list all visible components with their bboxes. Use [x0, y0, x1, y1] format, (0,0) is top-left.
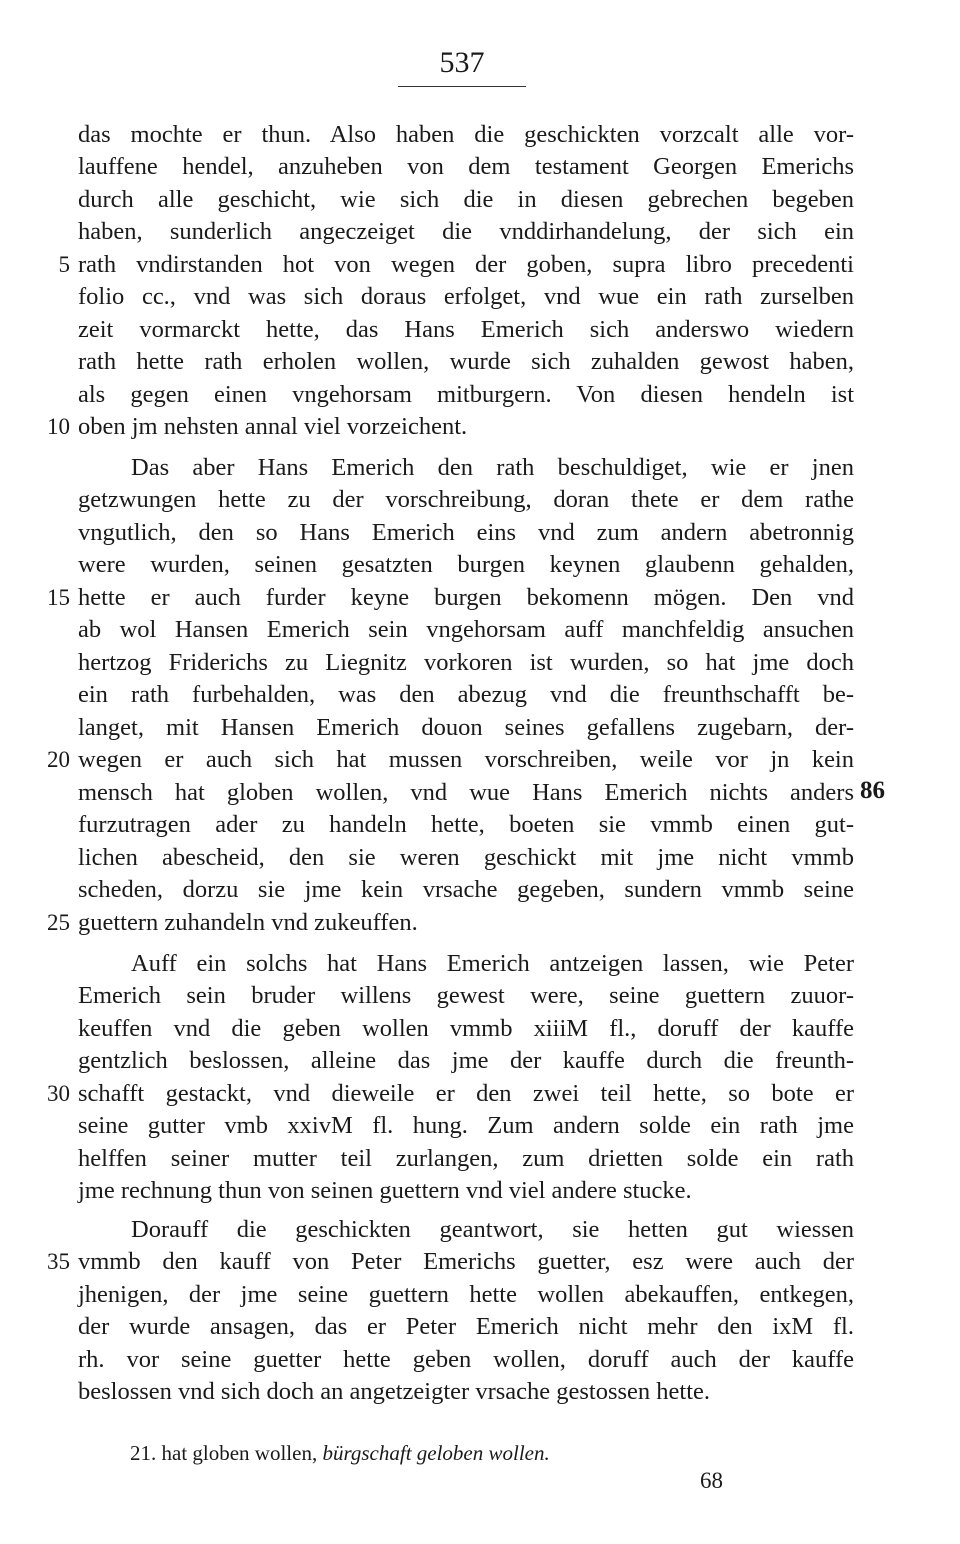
text-line: lauffene hendel, anzuheben von dem testament Georgen Emerichs — [78, 153, 854, 180]
text-line: were wurden, seinen gesatzten burgen keynen glaubenn gehalden, — [78, 551, 854, 578]
text-line: zeit vormarckt hette, das Hans Emerich sich anderswo wiedern — [78, 316, 854, 343]
text-line: mensch hat globen wollen, vnd wue Hans Emerich nichts anders — [78, 779, 854, 806]
signature-mark: 68 — [700, 1468, 723, 1493]
text-line: langet, mit Hansen Emerich douon seines gefallens zugebarn, der- — [78, 714, 854, 741]
text-line: folio cc., vnd was sich doraus erfolget, vnd wue ein rath zurselben — [78, 283, 854, 310]
text-line: vmmb den kauff von Peter Emerichs guetter, esz were auch der — [78, 1248, 854, 1275]
footnote-emendation: bürgschaft geloben wollen. — [322, 1441, 550, 1465]
text-line: ab wol Hansen Emerich sein vngehorsam auff manchfeldig ansuchen — [78, 616, 854, 643]
text-line: hertzog Friderichs zu Liegnitz vorkoren ist wurden, so hat jme doch — [78, 649, 854, 676]
footnote — [130, 1438, 550, 1468]
text-line: Auff ein solchs hat Hans Emerich antzeigen lassen, wie Peter — [131, 950, 854, 977]
text-line: wegen er auch sich hat mussen vorschreiben, weile vor jn kein — [78, 746, 854, 773]
text-line: scheden, dorzu sie jme kein vrsache gegeben, sundern vmmb seine — [78, 876, 854, 903]
text-line: oben jm nehsten annal viel vorzeichent. — [78, 413, 468, 440]
line-number: 10 — [47, 414, 70, 439]
text-line: schafft gestackt, vnd dieweile er den zwei teil hette, so bote er — [78, 1080, 854, 1107]
margin-page-reference: 86 — [860, 777, 885, 804]
text-line: rath hette rath erholen wollen, wurde sich zuhalden gewost haben, — [78, 348, 854, 375]
text-line: beslossen vnd sich doch an angetzeigter vrsache gestossen hette. — [78, 1378, 711, 1405]
text-line: gentzlich beslossen, alleine das jme der kauffe durch die freunth- — [78, 1047, 854, 1074]
text-line: Emerich sein bruder willens gewest were, seine guettern zuuor- — [78, 982, 854, 1009]
text-line: rath vndirstanden hot von wegen der goben, supra libro precedenti — [78, 251, 854, 278]
text-line: seine gutter vmb xxivM fl. hung. Zum andern solde ein rath jme — [78, 1112, 854, 1139]
text-line: lichen abescheid, den sie weren geschickt mit jme nicht vmmb — [78, 844, 854, 871]
line-number: 15 — [47, 585, 70, 610]
text-line: vngutlich, den so Hans Emerich eins vnd zum andern abetronnig — [78, 519, 854, 546]
text-line: ein rath furbehalden, was den abezug vnd die freunthschafft be- — [78, 681, 854, 708]
text-line: Das aber Hans Emerich den rath beschuldiget, wie er jnen — [131, 454, 854, 481]
text-line: helffen seiner mutter teil zurlangen, zum drietten solde ein rath — [78, 1145, 854, 1172]
line-number: 20 — [47, 747, 70, 772]
text-line: das mochte er thun. Also haben die geschickten vorzcalt alle vor- — [78, 121, 854, 148]
text-line: keuffen vnd die geben wollen vmmb xiiiM fl., doruff der kauffe — [78, 1015, 854, 1042]
text-line: jme rechnung thun von seinen guettern vnd viel andere stucke. — [78, 1177, 692, 1204]
page-number: 537 — [398, 46, 526, 87]
text-line: getzwungen hette zu der vorschreibung, doran thete er dem rathe — [78, 486, 854, 513]
text-line: als gegen einen vngehorsam mitburgern. Von diesen hendeln ist — [78, 381, 854, 408]
text-line: rh. vor seine guetter hette geben wollen, doruff auch der kauffe — [78, 1346, 854, 1373]
footnote-text: hat globen wollen, — [161, 1441, 318, 1465]
line-number: 35 — [47, 1249, 70, 1274]
text-line: furzutragen ader zu handeln hette, boeten sie vmmb einen gut- — [78, 811, 854, 838]
text-line: jhenigen, der jme seine guettern hette wollen abekauffen, entkegen, — [78, 1281, 854, 1308]
text-line: guettern zuhandeln vnd zukeuffen. — [78, 909, 418, 936]
line-number: 25 — [47, 910, 70, 935]
text-line: durch alle geschicht, wie sich die in diesen gebrechen begeben — [78, 186, 854, 213]
text-line: Dorauff die geschickten geantwort, sie hetten gut wiessen — [131, 1216, 854, 1243]
footnote-ref: 21. — [130, 1441, 157, 1465]
text-line: der wurde ansagen, das er Peter Emerich nicht mehr den ixM fl. — [78, 1313, 854, 1340]
line-number: 5 — [58, 252, 70, 277]
line-number: 30 — [47, 1081, 70, 1106]
text-line: hette er auch furder keyne burgen bekomenn mögen. Den vnd — [78, 584, 854, 611]
text-line: haben, sunderlich angeczeiget die vnddirhandelung, der sich ein — [78, 218, 854, 245]
